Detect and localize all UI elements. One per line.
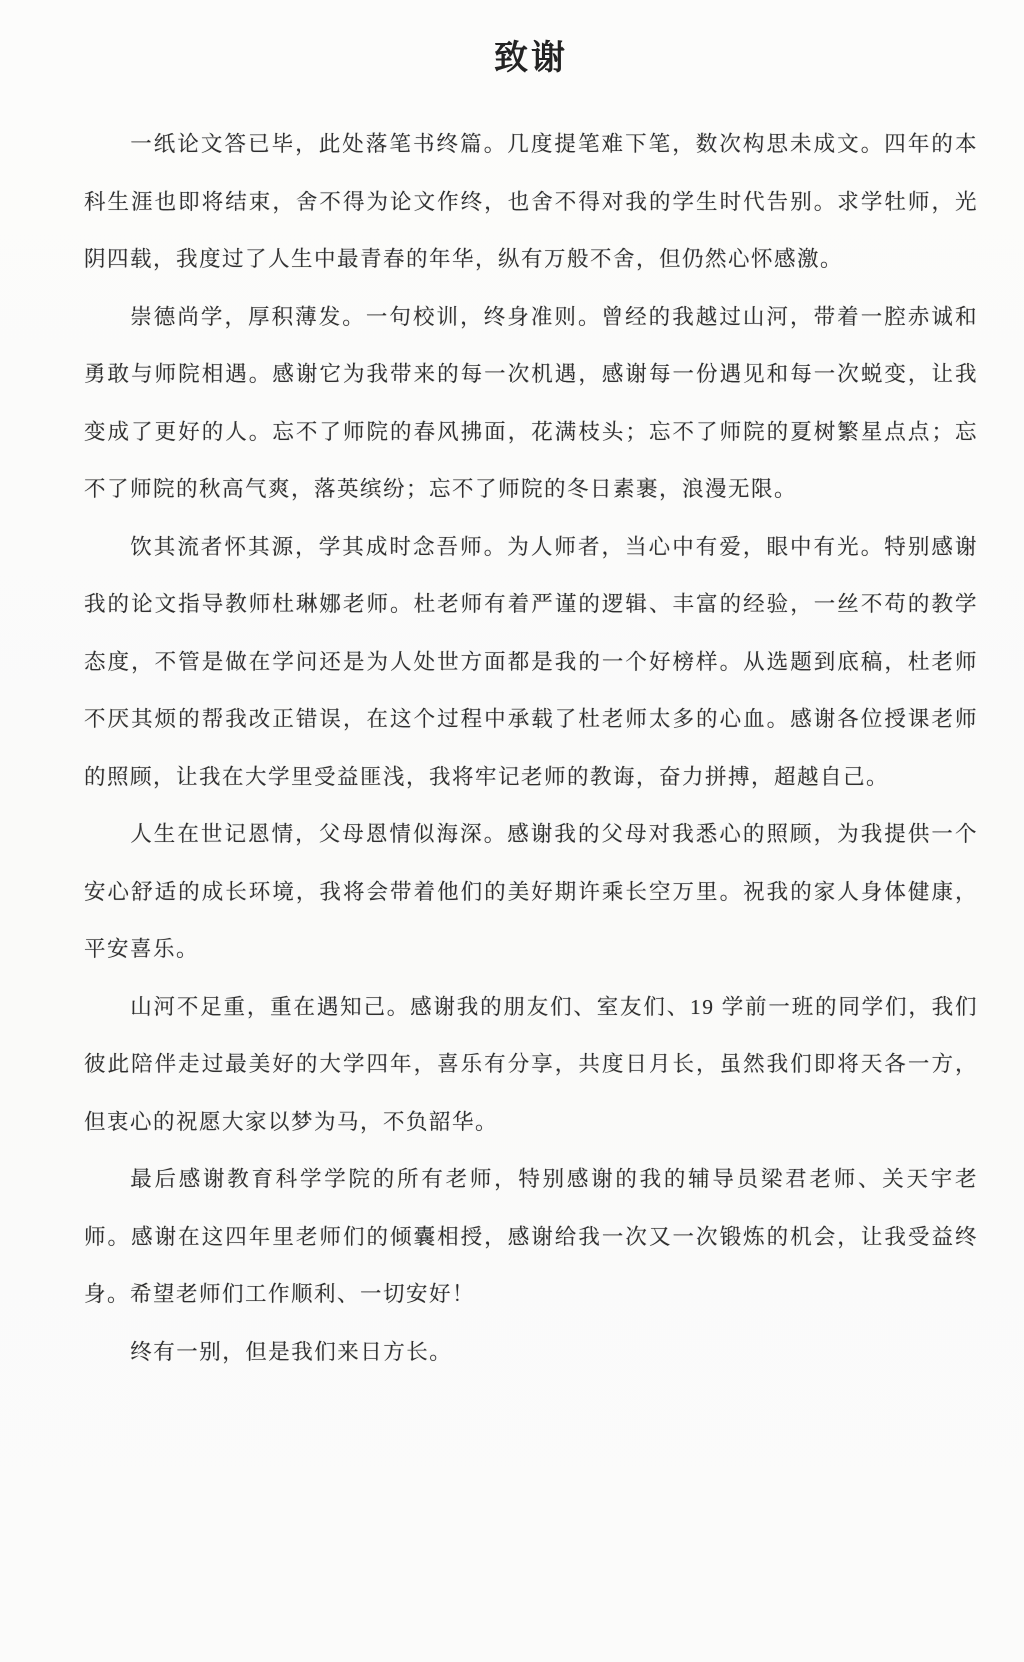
paragraph-advisor-thanks: 饮其流者怀其源，学其成时念吾师。为人师者，当心中有爱，眼中有光。特别感谢我的论文指导教师杜琳娜老师。杜老师有着严谨的逻辑、丰富的经验，一丝不苟的教学态度，不管是做在学问还是为人处世方面都是我的一个好榜样。从选题到底稿，杜老师不厌其烦的帮我改正错误，在这个过程中承载了杜老师太多的心血。感谢各位授课老师的照顾，让我在大学里受益匪浅，我将牢记老师的教诲，奋力拼搏，超越自己。 <box>84 534 978 789</box>
paragraph-friends-thanks: 山河不足重，重在遇知己。感谢我的朋友们、室友们、19 学前一班的同学们，我们彼此陪伴走过最美好的大学四年，喜乐有分享，共度日月长，虽然我们即将天各一方，但衷心的祝愿大家以梦为马，不负韶华。 <box>84 994 978 1134</box>
paragraph-faculty-thanks: 最后感谢教育科学学院的所有老师，特别感谢的我的辅导员梁君老师、关天宇老师。感谢在这四年里老师们的倾囊相授，感谢给我一次又一次锻炼的机会，让我受益终身。希望老师们工作顺利、一切安好！ <box>84 1167 978 1306</box>
paragraph-parents-thanks: 人生在世记恩情，父母恩情似海深。感谢我的父母对我悉心的照顾，为我提供一个安心舒适的成长环境，我将会带着他们的美好期许乘长空万里。祝我的家人身体健康，平安喜乐。 <box>84 822 978 961</box>
paragraph-opening: 一纸论文答已毕，此处落笔书终篇。几度提笔难下笔，数次构思未成文。四年的本科生涯也即将结束，舍不得为论文作终，也舍不得对我的学生时代告别。求学牡师，光阴四载，我度过了人生中最青春的年华，纵有万般不舍，但仍然心怀感激。 <box>84 132 978 271</box>
document-body <box>84 116 978 1381</box>
page-title: 致谢 <box>494 40 568 77</box>
paragraph-closing: 终有一别，但是我们来日方长。 <box>130 1339 453 1364</box>
paragraph-school-motto: 崇德尚学，厚积薄发。一句校训，终身准则。曾经的我越过山河，带着一腔赤诚和勇敢与师院相遇。感谢它为我带来的每一次机遇，感谢每一份遇见和每一次蜕变，让我变成了更好的人。忘不了师院的春风拂面，花满枝头；忘不了师院的夏树繁星点点；忘不了师院的秋高气爽，落英缤纷；忘不了师院的冬日素裹，浪漫无限。 <box>84 304 978 501</box>
